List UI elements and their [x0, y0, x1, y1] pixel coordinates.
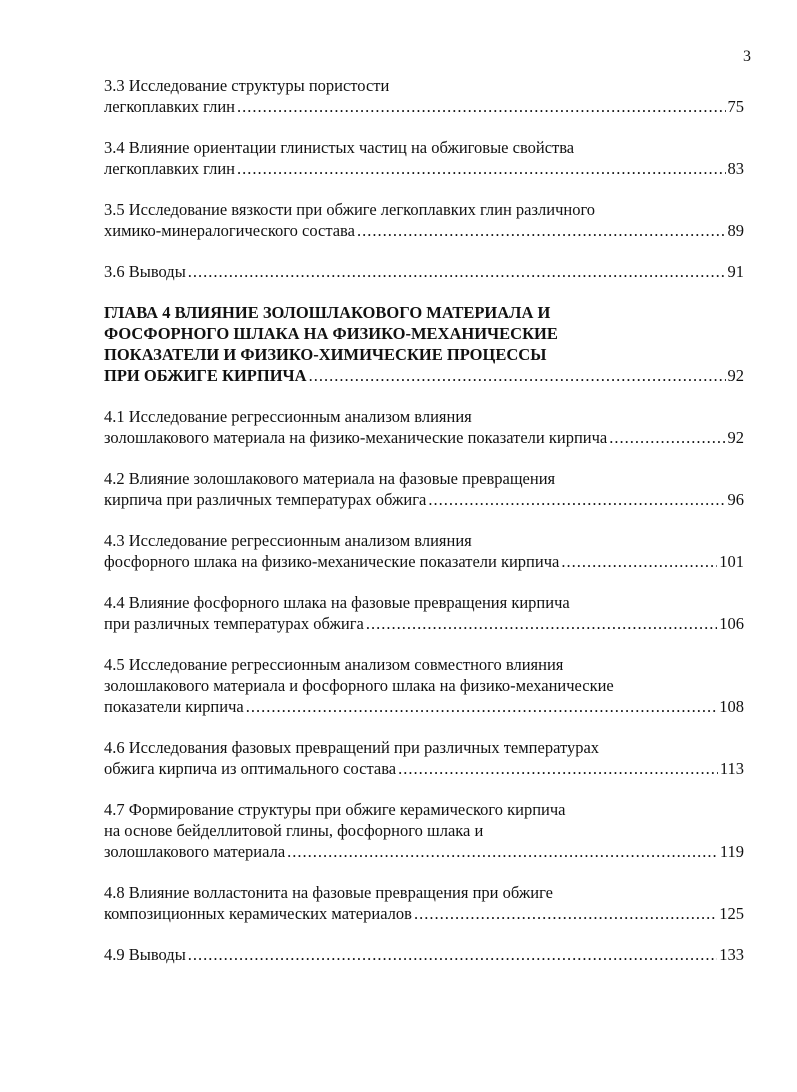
toc-page-number: 113 [719, 759, 744, 778]
toc-entry-title: фосфорного шлака на физико-механические показатели кирпича [104, 552, 560, 571]
dot-leader [309, 365, 726, 386]
toc-entry-3-6[interactable] [104, 261, 744, 282]
toc-entry-4-3[interactable] [104, 530, 744, 572]
dot-leader [561, 551, 717, 572]
toc-entry-4-1[interactable] [104, 406, 744, 448]
toc-entry-line: 4.1 Исследование регрессионным анализом влияния [104, 407, 472, 426]
dot-leader [398, 758, 718, 779]
toc-entry-last-line [104, 427, 744, 448]
toc-entry-last-line [104, 365, 744, 386]
toc-entry-line: 4.8 Влияние волластонита на фазовые превращения при обжиге [104, 883, 553, 902]
toc-page-number: 106 [719, 614, 744, 633]
toc-page-number: 119 [719, 842, 744, 861]
toc-entry-last-line [104, 220, 744, 241]
toc-entry-line: золошлакового материала и фосфорного шлака на физико-механические [104, 676, 614, 695]
dot-leader [366, 613, 717, 634]
toc-page-number: 133 [719, 945, 744, 964]
toc-entry-last-line [104, 613, 744, 634]
dot-leader [357, 220, 726, 241]
toc-entry-last-line [104, 551, 744, 572]
toc-entry-4-6[interactable] [104, 737, 744, 779]
toc-entry-line: 3.3 Исследование структуры пористости [104, 76, 390, 95]
toc-entry-line: 4.7 Формирование структуры при обжиге керамического кирпича [104, 800, 566, 819]
toc-page-number: 92 [727, 428, 744, 447]
toc-entry-last-line [104, 944, 744, 965]
toc-entry-3-4[interactable] [104, 137, 744, 179]
toc-entry-last-line [104, 841, 744, 862]
toc-entry-4-8[interactable] [104, 882, 744, 924]
toc-page-number: 83 [727, 159, 744, 178]
chapter-title-line: ПОКАЗАТЕЛИ И ФИЗИКО-ХИМИЧЕСКИЕ ПРОЦЕССЫ [104, 345, 547, 364]
toc-entry-title: легкоплавких глин [104, 159, 235, 178]
dot-leader [428, 489, 725, 510]
chapter-title-line: ФОСФОРНОГО ШЛАКА НА ФИЗИКО-МЕХАНИЧЕСКИЕ [104, 324, 558, 343]
toc-entry-line: 4.5 Исследование регрессионным анализом совместного влияния [104, 655, 564, 674]
toc-page-number: 91 [727, 262, 744, 281]
toc-page-number: 92 [727, 366, 744, 385]
toc-entry-last-line [104, 758, 744, 779]
toc-entry-last-line [104, 903, 744, 924]
toc-entry-title: 3.6 Выводы [104, 262, 186, 281]
toc-entry-line: 4.3 Исследование регрессионным анализом влияния [104, 531, 472, 550]
dot-leader [237, 96, 726, 117]
toc-entry-chapter-4[interactable] [104, 302, 744, 386]
toc-entry-title: золошлакового материала [104, 842, 286, 861]
toc-entry-title: 4.9 Выводы [104, 945, 186, 964]
toc-entry-line: на основе бейделлитовой глины, фосфорного шлака и [104, 821, 484, 840]
toc-entry-last-line [104, 696, 744, 717]
toc-entry-title: золошлакового материала на физико-механические показатели кирпича [104, 428, 608, 447]
dot-leader [188, 944, 717, 965]
toc-entry-last-line [104, 261, 744, 282]
toc-entry-line: 3.4 Влияние ориентации глинистых частиц на обжиговые свойства [104, 138, 575, 157]
toc-entry-last-line [104, 489, 744, 510]
dot-leader [237, 158, 726, 179]
toc-entry-line: 4.6 Исследования фазовых превращений при различных температурах [104, 738, 600, 757]
dot-leader [188, 261, 726, 282]
toc-entry-title: химико-минералогического состава [104, 221, 355, 240]
toc-entry-line: 3.5 Исследование вязкости при обжиге легкоплавких глин различного [104, 200, 596, 219]
toc-page-number: 108 [719, 697, 744, 716]
toc-entry-title: обжига кирпича из оптимального состава [104, 759, 397, 778]
toc-entry-title: показатели кирпича [104, 697, 244, 716]
table-of-contents [104, 75, 744, 985]
toc-entry-4-4[interactable] [104, 592, 744, 634]
toc-entry-line: 4.2 Влияние золошлакового материала на фазовые превращения [104, 469, 556, 488]
chapter-title: ПРИ ОБЖИГЕ КИРПИЧА [104, 366, 307, 385]
toc-entry-title: кирпича при различных температурах обжига [104, 490, 427, 509]
toc-page-number: 75 [727, 97, 744, 116]
dot-leader [609, 427, 725, 448]
toc-entry-4-9[interactable] [104, 944, 744, 965]
toc-page-number: 96 [727, 490, 744, 509]
toc-entry-4-7[interactable] [104, 799, 744, 862]
toc-entry-4-2[interactable] [104, 468, 744, 510]
toc-entry-last-line [104, 96, 744, 117]
dot-leader [414, 903, 717, 924]
toc-page-number: 125 [719, 904, 744, 923]
toc-page-number: 101 [719, 552, 744, 571]
chapter-title-line: ГЛАВА 4 ВЛИЯНИЕ ЗОЛОШЛАКОВОГО МАТЕРИАЛА И [104, 303, 551, 322]
toc-entry-4-5[interactable] [104, 654, 744, 717]
page-number: 3 [743, 48, 751, 65]
toc-entry-title: композиционных керамических материалов [104, 904, 412, 923]
toc-entry-title: при различных температурах обжига [104, 614, 364, 633]
toc-entry-3-5[interactable] [104, 199, 744, 241]
toc-entry-3-3[interactable] [104, 75, 744, 117]
toc-entry-last-line [104, 158, 744, 179]
dot-leader [287, 841, 718, 862]
toc-page-number: 89 [727, 221, 744, 240]
toc-entry-title: легкоплавких глин [104, 97, 235, 116]
toc-entry-line: 4.4 Влияние фосфорного шлака на фазовые превращения кирпича [104, 593, 570, 612]
dot-leader [246, 696, 718, 717]
